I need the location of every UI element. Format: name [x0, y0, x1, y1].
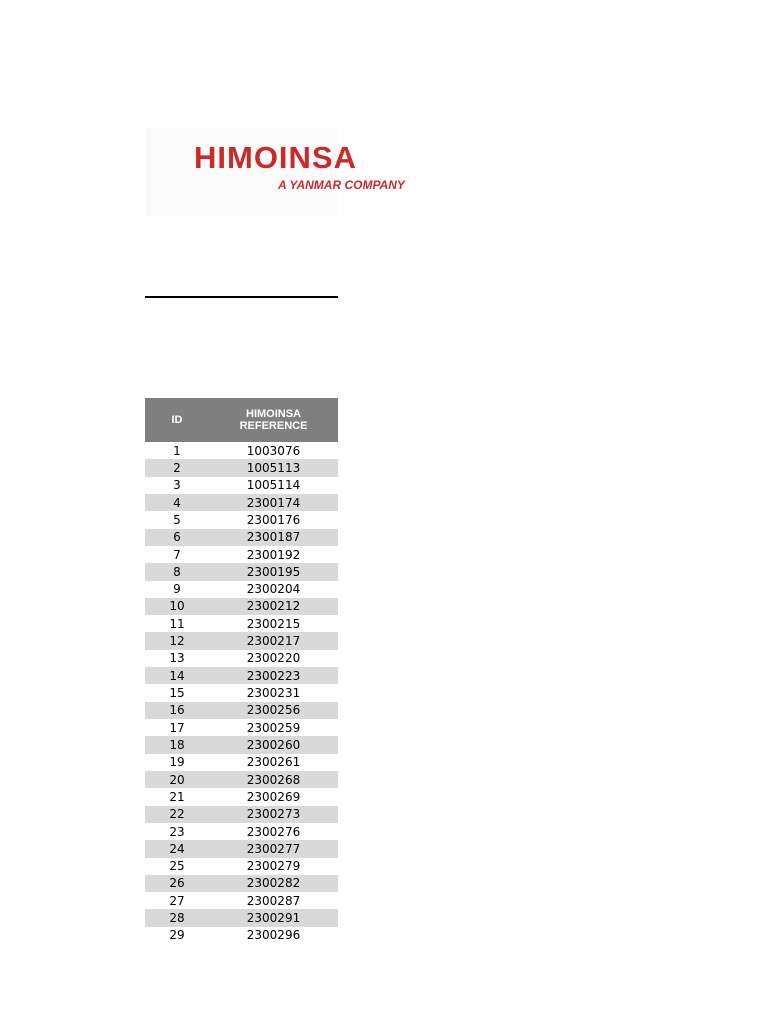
cell-id: 23	[169, 824, 185, 839]
cell-id: 13	[169, 651, 185, 666]
cell-reference: 1005113	[246, 460, 301, 475]
table-row	[145, 927, 338, 944]
cell-reference: 2300220	[246, 651, 301, 666]
cell-reference: 2300296	[246, 928, 301, 943]
cell-reference: 2300269	[246, 789, 301, 804]
table-row	[145, 529, 338, 546]
table-header	[145, 398, 338, 442]
column-header-id: ID	[171, 414, 183, 426]
cell-id: 4	[173, 495, 181, 510]
cell-id: 18	[169, 737, 185, 752]
cell-reference: 2300256	[246, 703, 301, 718]
table-row	[145, 667, 338, 684]
cell-id: 28	[169, 911, 185, 926]
table-row	[145, 736, 338, 753]
cell-reference: 2300260	[246, 737, 301, 752]
company-logo	[145, 128, 405, 216]
column-header-reference	[209, 398, 338, 442]
column-header-reference-label: HIMOINSA REFERENCE	[239, 408, 308, 432]
cell-id: 2	[173, 460, 181, 475]
table-row	[145, 477, 338, 494]
header-divider	[145, 296, 338, 298]
cell-id: 7	[173, 547, 181, 562]
table-row	[145, 840, 338, 857]
cell-reference: 2300195	[246, 564, 301, 579]
cell-id: 24	[169, 841, 185, 856]
cell-id: 21	[169, 789, 185, 804]
cell-reference: 2300212	[246, 599, 301, 614]
table-row	[145, 581, 338, 598]
table-row	[145, 563, 338, 580]
cell-reference: 2300187	[246, 530, 301, 545]
cell-id: 5	[173, 512, 181, 527]
table-row	[145, 442, 338, 459]
table-row	[145, 459, 338, 476]
cell-reference: 2300277	[246, 841, 301, 856]
cell-reference: 2300176	[246, 512, 301, 527]
cell-id: 17	[169, 720, 185, 735]
table-row	[145, 615, 338, 632]
cell-reference: 2300259	[246, 720, 301, 735]
cell-reference: 2300268	[246, 772, 301, 787]
cell-id: 12	[169, 634, 185, 649]
table-row	[145, 823, 338, 840]
cell-id: 10	[169, 599, 185, 614]
table-row	[145, 719, 338, 736]
table-row	[145, 511, 338, 528]
table-row	[145, 806, 338, 823]
table-row	[145, 702, 338, 719]
table-row	[145, 909, 338, 926]
table-row	[145, 632, 338, 649]
logo-tagline-text: A YANMAR COMPANY	[278, 178, 405, 192]
cell-reference: 1005114	[246, 478, 301, 493]
cell-reference: 2300287	[246, 893, 301, 908]
cell-id: 14	[169, 668, 185, 683]
cell-reference: 2300217	[246, 634, 301, 649]
cell-id: 9	[173, 582, 181, 597]
cell-reference: 2300215	[246, 616, 301, 631]
table-row	[145, 754, 338, 771]
table-row	[145, 892, 338, 909]
cell-id: 22	[169, 807, 185, 822]
cell-reference: 1003076	[246, 443, 301, 458]
cell-id: 15	[169, 686, 185, 701]
cell-id: 6	[173, 530, 181, 545]
cell-id: 16	[169, 703, 185, 718]
table-row	[145, 494, 338, 511]
cell-id: 8	[173, 564, 181, 579]
document-sheet	[145, 0, 405, 1024]
cell-reference: 2300192	[246, 547, 301, 562]
cell-reference: 2300174	[246, 495, 301, 510]
table-row	[145, 546, 338, 563]
table-row	[145, 771, 338, 788]
table-row	[145, 788, 338, 805]
cell-id: 3	[173, 478, 181, 493]
cell-reference: 2300231	[246, 686, 301, 701]
cell-reference: 2300223	[246, 668, 301, 683]
table-row	[145, 650, 338, 667]
logo-brand-text: HIMOINSA	[194, 140, 357, 175]
cell-reference: 2300261	[246, 755, 301, 770]
table-row	[145, 598, 338, 615]
table-row	[145, 875, 338, 892]
cell-reference: 2300282	[246, 876, 301, 891]
cell-id: 11	[169, 616, 185, 631]
table-body	[145, 442, 338, 944]
cell-id: 27	[169, 893, 185, 908]
cell-reference: 2300276	[246, 824, 301, 839]
cell-id: 29	[169, 928, 185, 943]
table-row	[145, 684, 338, 701]
cell-reference: 2300279	[246, 859, 301, 874]
cell-id: 1	[173, 443, 181, 458]
reference-table	[145, 398, 338, 944]
cell-id: 19	[169, 755, 185, 770]
table-row	[145, 858, 338, 875]
cell-id: 26	[169, 876, 185, 891]
cell-reference: 2300204	[246, 582, 301, 597]
cell-id: 20	[169, 772, 185, 787]
cell-reference: 2300291	[246, 911, 301, 926]
cell-reference: 2300273	[246, 807, 301, 822]
cell-id: 25	[169, 859, 185, 874]
